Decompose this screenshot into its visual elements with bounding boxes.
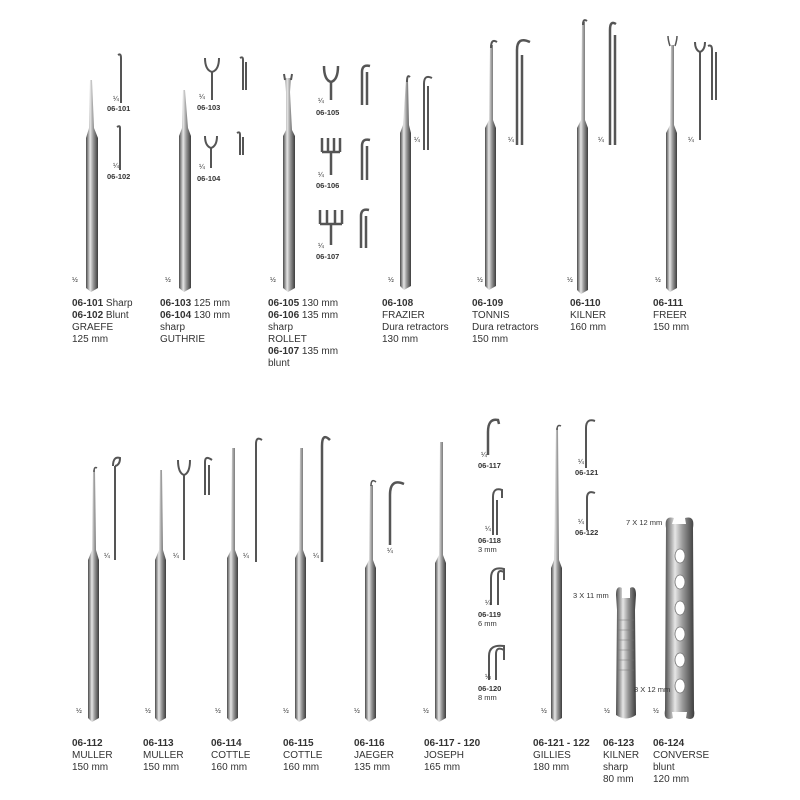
- scale-half: ½: [653, 708, 659, 715]
- product-description: Dura retractors: [472, 322, 539, 333]
- product-label-06-101: [72, 298, 133, 346]
- product-label-06-121-122: [533, 738, 590, 774]
- cottle-retractor-instrument: [227, 448, 238, 722]
- product-length: 150 mm: [472, 334, 509, 345]
- frazier-retractor-instrument: [400, 76, 411, 290]
- scale-half: ½: [477, 277, 483, 284]
- product-name: FREER: [653, 310, 687, 321]
- hook-detail-06-110: [610, 23, 616, 145]
- product-code: 06-106: [268, 310, 300, 321]
- hook-detail-06-121: [586, 420, 595, 468]
- muller-retractor-instrument-2: [155, 470, 166, 722]
- product-name: JOSEPH: [424, 750, 465, 761]
- detail-code: 06-107: [316, 252, 340, 261]
- product-label-06-112: [72, 738, 113, 774]
- product-code: 06-123: [603, 738, 635, 749]
- product-code: 06-115: [283, 738, 314, 749]
- hook-detail-06-116: [390, 482, 404, 545]
- product-length: 80 mm: [603, 774, 634, 785]
- product-code: 06-114: [211, 738, 242, 749]
- product-length: 130 mm: [301, 298, 339, 309]
- product-code: 06-101: [72, 298, 104, 309]
- fork-detail-06-103: [205, 57, 246, 100]
- rollet-retractor-instrument: [283, 74, 295, 292]
- product-name: GRAEFE: [72, 322, 114, 333]
- product-label-06-105: [268, 298, 338, 370]
- rake-detail-06-107: [320, 210, 369, 248]
- guthrie-hook-instrument: [179, 90, 191, 292]
- detail-code: 06-106: [316, 181, 340, 190]
- scale-quarter: ¼: [598, 137, 604, 144]
- product-code: 06-113: [143, 738, 174, 749]
- hook-detail-06-109: [517, 40, 530, 145]
- product-length: 135 mm: [301, 310, 339, 321]
- dimension-note: 3 mm: [478, 545, 497, 554]
- detail-code: 06-122: [575, 528, 599, 537]
- product-length: 135 mm: [301, 346, 339, 357]
- scale-quarter: ¼: [508, 137, 514, 144]
- scale-half: ½: [76, 708, 82, 715]
- tonnis-retractor-instrument: [485, 41, 497, 290]
- product-label-06-110: [570, 298, 606, 334]
- product-length: 160 mm: [211, 762, 248, 773]
- product-code: 06-110: [570, 298, 601, 309]
- product-name: GILLIES: [533, 750, 571, 761]
- product-name: JAEGER: [354, 750, 395, 761]
- product-length: 130 mm: [382, 334, 419, 345]
- product-variant: sharp: [603, 762, 629, 773]
- product-length: 165 mm: [424, 762, 461, 773]
- product-label-06-108: [382, 298, 449, 346]
- product-name: ROLLET: [268, 334, 307, 345]
- cottle-retractor-instrument-2: [295, 448, 306, 722]
- detail-code: 06-101: [107, 104, 131, 113]
- scale-quarter: ¼: [113, 96, 119, 103]
- scale-quarter: ¼: [414, 137, 420, 144]
- product-name: TONNIS: [472, 310, 510, 321]
- product-name: MULLER: [143, 750, 184, 761]
- product-variant: sharp: [160, 322, 186, 333]
- product-name: COTTLE: [283, 750, 323, 761]
- detail-code: 06-119: [478, 610, 501, 619]
- product-code: 06-111: [653, 298, 684, 309]
- product-name: CONVERSE: [653, 750, 710, 761]
- scale-quarter: ¼: [104, 553, 110, 560]
- product-length: 125 mm: [193, 298, 231, 309]
- scale-quarter: ¼: [485, 600, 491, 607]
- rake-detail-06-106: [322, 138, 370, 180]
- gillies-hook-instrument: [551, 426, 562, 723]
- scale-half: ½: [423, 708, 429, 715]
- hook-detail-06-120: [489, 646, 504, 680]
- product-variant: sharp: [268, 322, 294, 333]
- product-length: 130 mm: [193, 310, 231, 321]
- detail-code: 06-103: [197, 103, 221, 112]
- scale-quarter: ¼: [387, 548, 393, 555]
- scale-quarter: ¼: [578, 519, 584, 526]
- product-name: MULLER: [72, 750, 113, 761]
- product-name: KILNER: [570, 310, 607, 321]
- scale-half: ½: [72, 277, 78, 284]
- fork-detail-06-111: [695, 42, 716, 140]
- fork-detail-06-113: [178, 458, 212, 560]
- product-length: 150 mm: [653, 322, 690, 333]
- scale-half: ½: [541, 708, 547, 715]
- product-length: 160 mm: [570, 322, 607, 333]
- product-code: 06-116: [354, 738, 385, 749]
- hook-detail-06-115: [322, 437, 330, 562]
- product-name: FRAZIER: [382, 310, 425, 321]
- product-label-06-114: [211, 738, 250, 774]
- scale-quarter: ¼: [243, 553, 249, 560]
- product-variant: blunt: [653, 762, 675, 773]
- product-length: 125 mm: [72, 334, 109, 345]
- hook-detail-06-117: [488, 420, 499, 455]
- product-label-06-115: [283, 738, 322, 774]
- detail-code: 06-105: [316, 108, 340, 117]
- scale-quarter: ¼: [318, 98, 324, 105]
- product-code: 06-112: [72, 738, 103, 749]
- product-label-06-123: [603, 738, 639, 786]
- product-variant: blunt: [268, 358, 290, 369]
- scale-quarter: ¼: [485, 526, 491, 533]
- product-code: 06-104: [160, 310, 192, 321]
- scale-half: ½: [270, 277, 276, 284]
- product-code: 06-108: [382, 298, 414, 309]
- product-label-06-116: [354, 738, 394, 774]
- product-code: 06-117 - 120: [424, 738, 481, 749]
- product-length: 180 mm: [533, 762, 570, 773]
- dimension-note: 6 mm: [478, 619, 497, 628]
- scale-quarter: ¼: [199, 164, 205, 171]
- detail-code: 06-120: [478, 684, 502, 693]
- product-code: 06-109: [472, 298, 504, 309]
- scale-quarter: ¼: [313, 553, 319, 560]
- product-variant: Blunt: [105, 310, 129, 321]
- product-label-06-113: [143, 738, 184, 774]
- scale-half: ½: [215, 708, 221, 715]
- rake-detail-06-105: [324, 66, 370, 105]
- product-label-06-103: [160, 298, 230, 346]
- joseph-retractor-instrument: [435, 442, 446, 722]
- product-length: 150 mm: [72, 762, 109, 773]
- scale-quarter: ¼: [578, 459, 584, 466]
- detail-code: 06-117: [478, 461, 501, 470]
- product-label-06-111: [653, 298, 689, 334]
- product-code: 06-124: [653, 738, 685, 749]
- product-code: 06-102: [72, 310, 104, 321]
- product-code: 06-103: [160, 298, 192, 309]
- product-name: KILNER: [603, 750, 640, 761]
- scale-half: ½: [604, 708, 610, 715]
- product-variant: Sharp: [105, 298, 133, 309]
- scale-half: ½: [655, 277, 661, 284]
- scale-half: ½: [388, 277, 394, 284]
- detail-code: 06-102: [107, 172, 131, 181]
- jaeger-retractor-instrument: [365, 481, 376, 722]
- product-length: 120 mm: [653, 774, 690, 785]
- hook-detail-06-112: [113, 458, 120, 560]
- hook-detail-06-118: [493, 489, 502, 535]
- fork-detail-06-104: [205, 132, 243, 168]
- hook-detail-06-114: [256, 439, 262, 562]
- product-code: 06-105: [268, 298, 300, 309]
- dimension-note: 8 mm: [478, 693, 497, 702]
- hook-detail-06-122: [587, 492, 595, 530]
- scale-quarter: ¼: [485, 674, 491, 681]
- scale-half: ½: [354, 708, 360, 715]
- scale-quarter: ¼: [318, 243, 324, 250]
- detail-code: 06-104: [197, 174, 221, 183]
- product-name: COTTLE: [211, 750, 251, 761]
- product-description: Dura retractors: [382, 322, 449, 333]
- product-code: 06-121 - 122: [533, 738, 590, 749]
- detail-code: 06-121: [575, 468, 599, 477]
- product-label-06-117-120: [424, 738, 480, 774]
- dimension-note: 3 X 11 mm: [573, 591, 609, 600]
- muller-retractor-instrument: [88, 468, 99, 723]
- scale-half: ½: [145, 708, 151, 715]
- scale-quarter: ¼: [688, 137, 694, 144]
- scale-quarter: ¼: [173, 553, 179, 560]
- scale-half: ½: [283, 708, 289, 715]
- scale-half: ½: [165, 277, 171, 284]
- detail-code: 06-118: [478, 536, 501, 545]
- product-name: GUTHRIE: [160, 334, 205, 345]
- product-label-06-109: [472, 298, 539, 346]
- product-label-06-124: [653, 738, 709, 786]
- hook-detail-06-119: [491, 568, 504, 605]
- scale-quarter: ¼: [481, 452, 487, 459]
- dimension-note: 8 X 12 mm: [634, 685, 671, 694]
- product-length: 150 mm: [143, 762, 180, 773]
- product-length: 135 mm: [354, 762, 391, 773]
- scale-quarter: ¼: [318, 172, 324, 179]
- scale-half: ½: [567, 277, 573, 284]
- product-code: 06-107: [268, 346, 300, 357]
- hook-detail-06-108: [424, 77, 432, 150]
- dimension-note: 7 X 12 mm: [626, 518, 663, 527]
- scale-quarter: ¼: [199, 94, 205, 101]
- scale-quarter: ¼: [113, 163, 119, 170]
- graefe-hook-instrument: [86, 80, 98, 292]
- product-length: 160 mm: [283, 762, 320, 773]
- kilner-retractor-instrument: [577, 20, 588, 294]
- kilner-short-retractor-instrument: [616, 587, 636, 718]
- freer-retractor-instrument: [666, 36, 677, 292]
